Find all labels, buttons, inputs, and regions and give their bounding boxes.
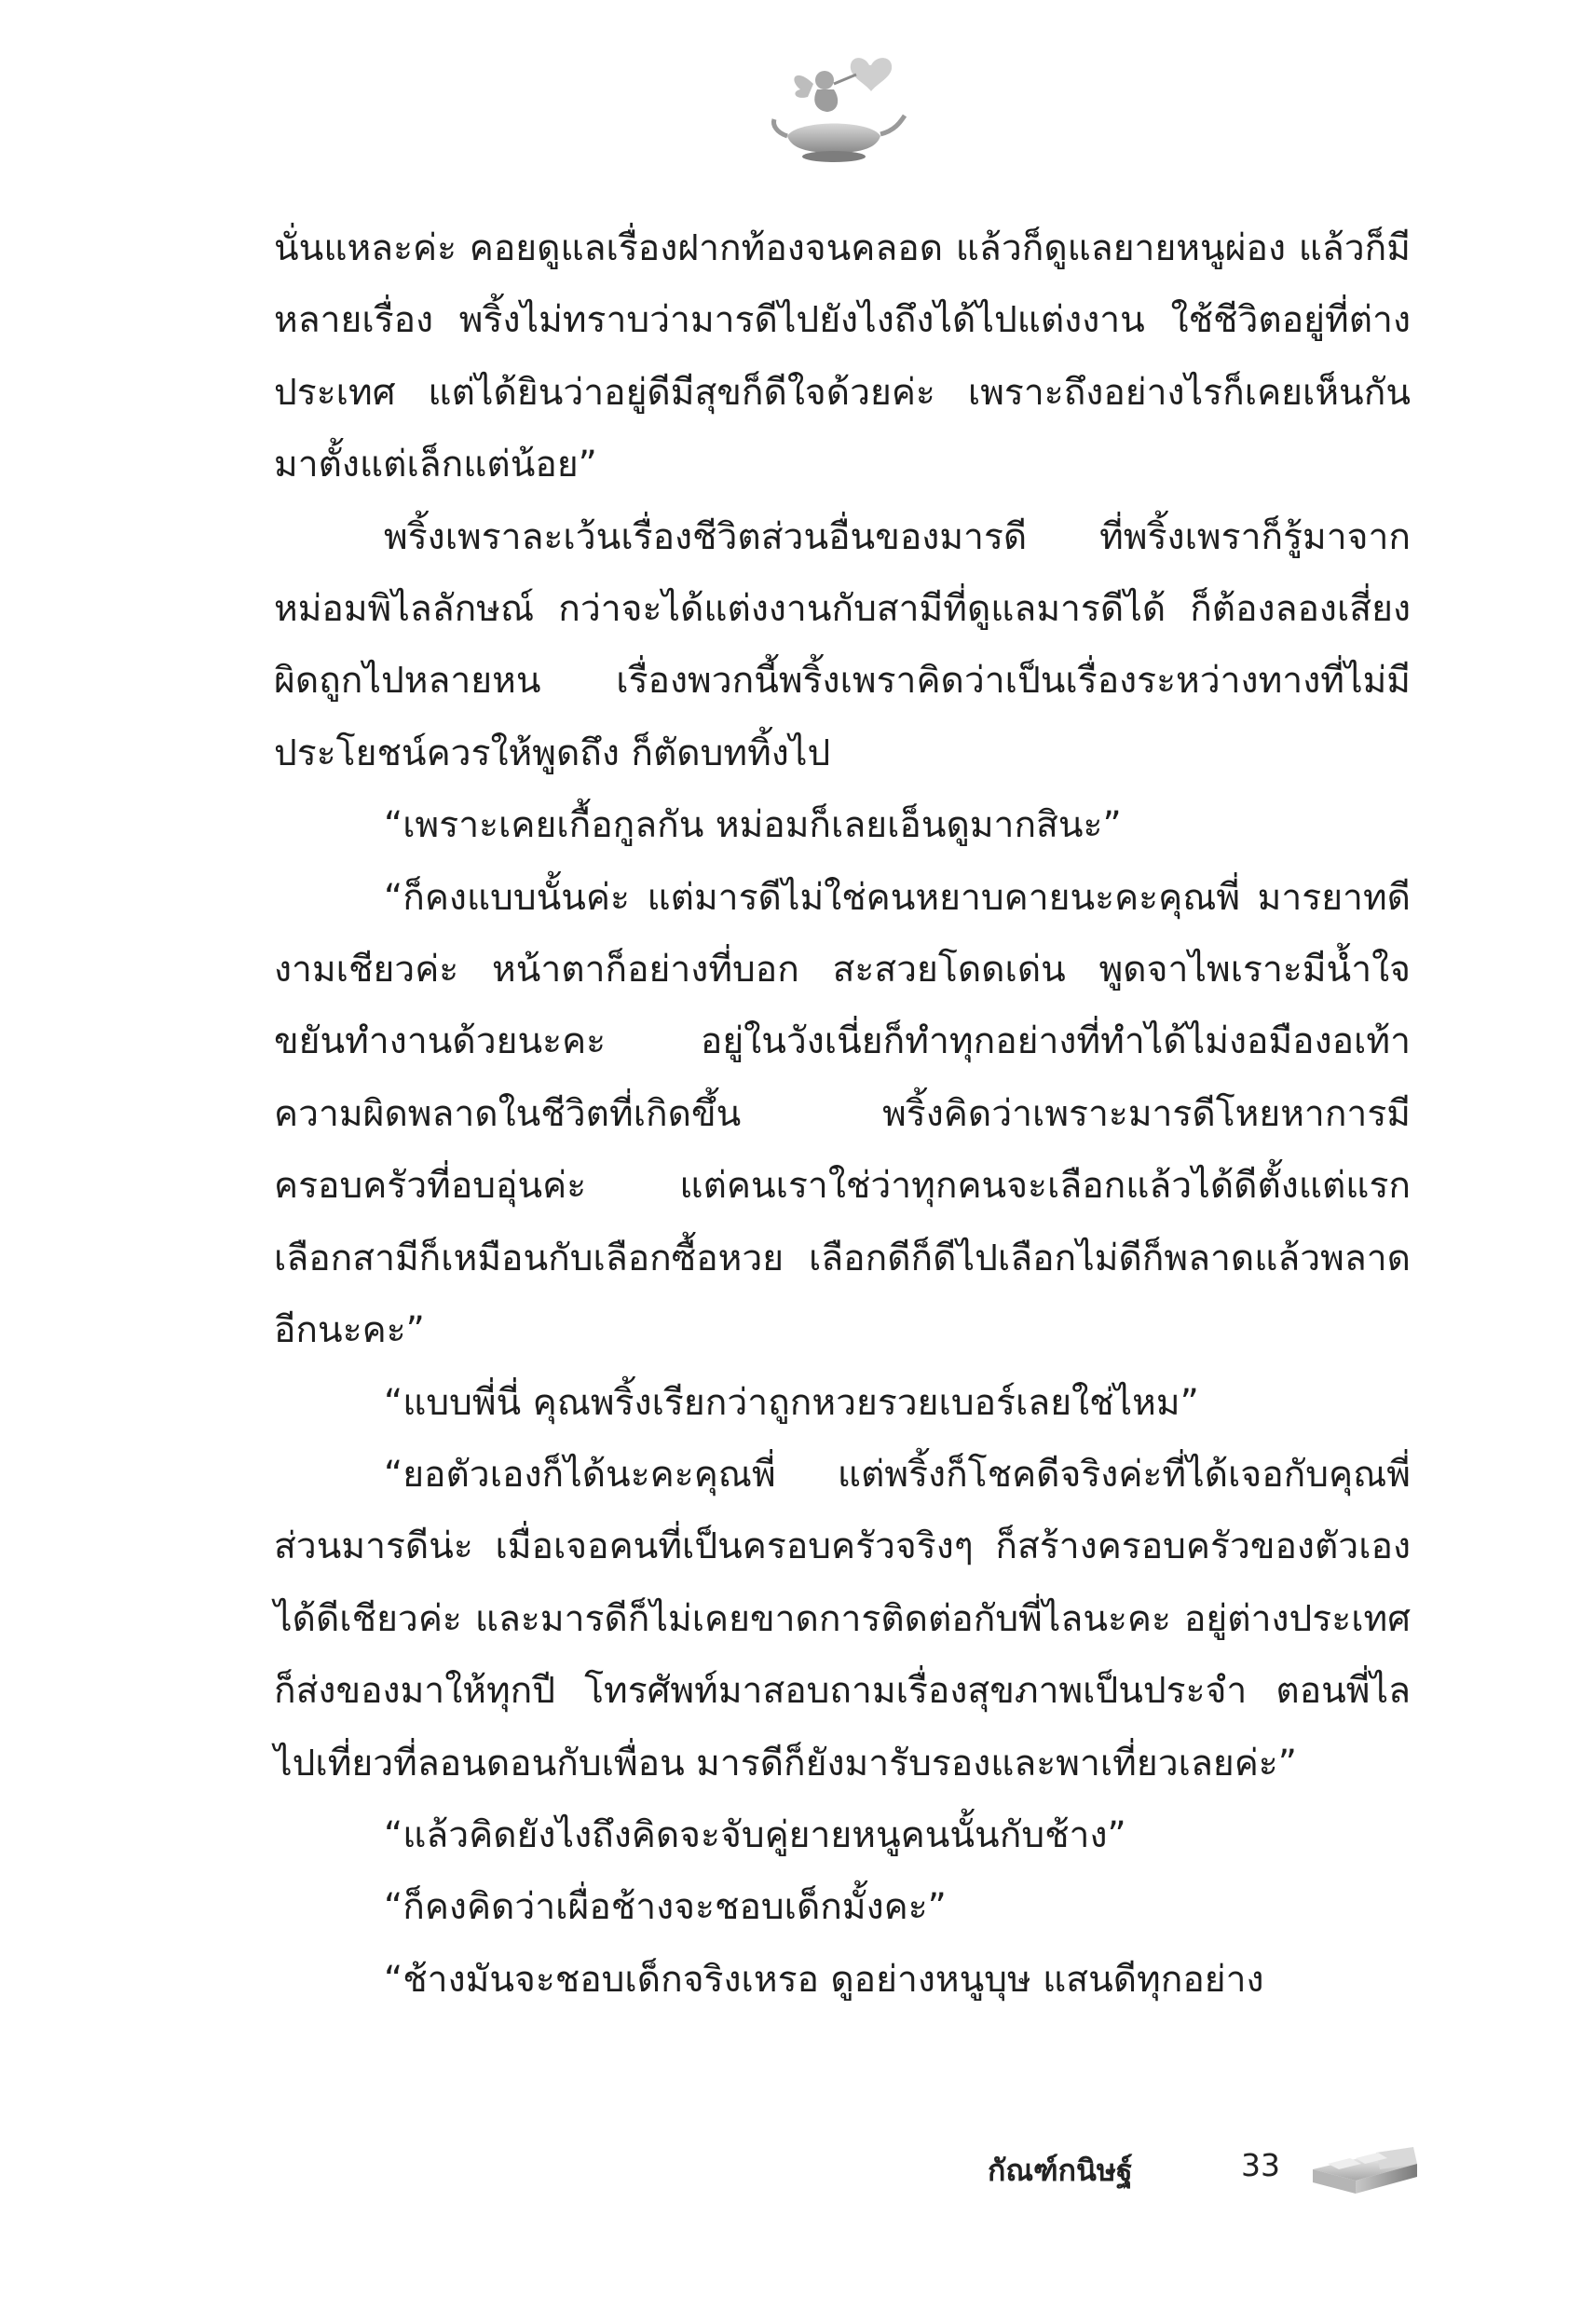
page-footer — [988, 2141, 1425, 2207]
paragraph: “ยอตัวเองก็ได้นะคะคุณพี่ แต่พริ้งก็โชคดีจริงค่ะที่ได้เจอกับคุณพี่ ส่วนมารดีน่ะ เมื่อเจอคนที่เป็นครอบครัวจริงๆ ก็สร้างครอบครัวของตัวเองได้ดีเชียวค่ะ และมารดีก็ไม่เคยขาดการติดต่อกับพี่ไลนะคะ อยู่ต่างประเทศก็ส่งของมาให้ทุกปี โทรศัพท์มาสอบถามเรื่องสุขภาพเป็นประจำ ตอนพี่ไลไปเที่ยวที่ลอนดอนกับเพื่อน มารดีก็ยังมารับรองและพาเที่ยวเลยค่ะ” — [274, 1453, 1411, 1785]
paragraph: พริ้งเพราละเว้นเรื่องชีวิตส่วนอื่นของมารดี ที่พริ้งเพราก็รู้มาจากหม่อมพิไลลักษณ์ กว่าจะได้แต่งงานกับสามีที่ดูแลมารดีได้ ก็ต้องลองเสี่ยงผิดถูกไปหลายหน เรื่องพวกนี้พริ้งเพราคิดว่าเป็นเรื่องระหว่างทางที่ไม่มีประโยชน์ควรให้พูดถึง ก็ตัดบททิ้งไป — [274, 515, 1411, 774]
page-number: 33 — [1241, 2147, 1280, 2183]
bed-icon — [1309, 2141, 1421, 2203]
paragraph: “เพราะเคยเกื้อกูลกัน หม่อมก็เลยเอ็นดูมากสินะ” — [384, 804, 1122, 847]
paragraph: “ช้างมันจะชอบเด็กจริงเหรอ ดูอย่างหนูบุษ แสนดีทุกอย่าง — [384, 1958, 1264, 2001]
paragraph: “ก็คงแบบนั้นค่ะ แต่มารดีไม่ใช่คนหยาบคายนะคะคุณพี่ มารยาทดีงามเชียวค่ะ หน้าตาก็อย่างที่บอก สะสวยโดดเด่น พูดจาไพเราะมีน้ำใจ ขยันทำงานด้วยนะคะ อยู่ในวังเนี่ยก็ทำทุกอย่างที่ทำได้ไม่งอมืองอเท้า ความผิดพลาดในชีวิตที่เกิดขึ้น พริ้งคิดว่าเพราะมารดีโหยหาการมีครอบครัวที่อบอุ่นค่ะ แต่คนเราใช่ว่าทุกคนจะเลือกแล้วได้ดีตั้งแต่แรก เลือกสามีก็เหมือนกับเลือกซื้อหวย เลือกดีก็ดีไปเลือกไม่ดีก็พลาดแล้วพลาดอีกนะคะ” — [274, 876, 1411, 1352]
paragraph: นั่นแหละค่ะ คอยดูแลเรื่องฝากท้องจนคลอด แล้วก็ดูแลยายหนูผ่อง แล้วก็มีหลายเรื่อง พริ้งไม่ทราบว่ามารดีไปยังไงถึงได้ไปแต่งงาน ใช้ชีวิตอยู่ที่ต่างประเทศ แต่ได้ยินว่าอยู่ดีมีสุขก็ดีใจด้วยค่ะ เพราะถึงอย่างไรก็เคยเห็นกันมาตั้งแต่เล็กแต่น้อย” — [274, 227, 1411, 486]
paragraph: “ก็คงคิดว่าเผื่อช้างจะชอบเด็กมั้งคะ” — [384, 1886, 947, 1929]
paragraph: “แล้วคิดยังไงถึงคิดจะจับคู่ยายหนูคนนั้นกับช้าง” — [384, 1813, 1126, 1856]
paragraph: “แบบพี่นี่ คุณพริ้งเรียกว่าถูกหวยรวยเบอร์เลยใช่ไหม” — [384, 1381, 1199, 1424]
cupid-teapot-icon — [759, 47, 908, 168]
page-body — [274, 212, 1411, 2016]
book-title: กัณฑ์กนิษฐ์ — [988, 2153, 1133, 2188]
